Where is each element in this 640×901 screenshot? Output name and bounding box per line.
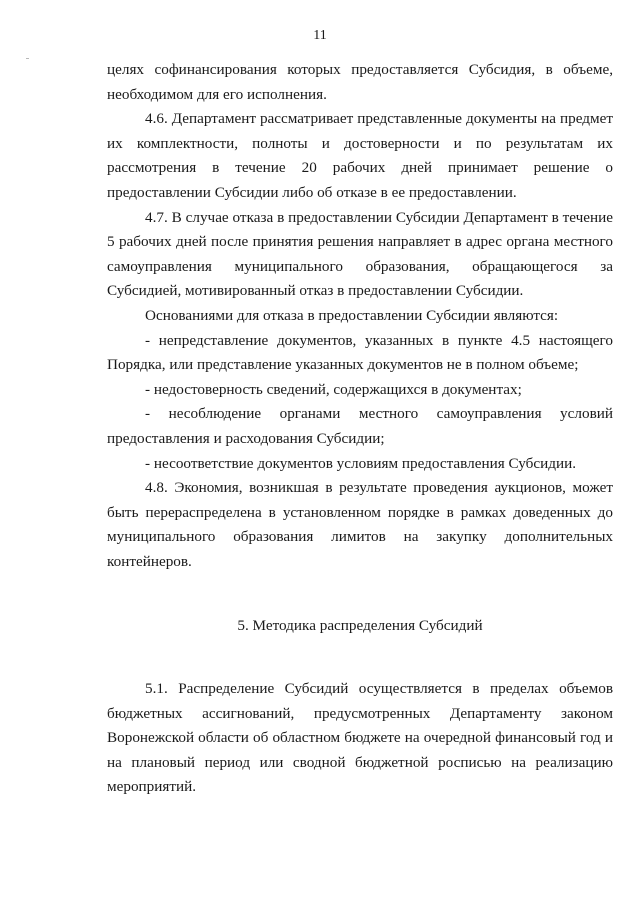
list-item-missing-documents: - непредставление документов, указанных в пункте 4.5 настоящего Порядка, или представление указанных документов не в полном объеме;: [107, 331, 613, 374]
list-item-noncompliance: - несоблюдение органами местного самоуправления условий предоставления и расходования Субсидии;: [107, 405, 613, 447]
page-number: 11: [313, 28, 327, 43]
list-item-nonconformity: - несоответствие документов условиям предоставления Субсидии.: [145, 454, 576, 472]
section-heading: 5. Методика распределения Субсидий: [237, 617, 483, 635]
paragraph-4-7: 4.7. В случае отказа в предоставлении Субсидии Департамент в течение 5 рабочих дней после принятия решения направляет в адрес органа местного самоуправления муниципального образования, обращающегося за Субсидией, мотивированный отказ в предоставлении Субсидии.: [107, 208, 613, 300]
paragraph-5-1: 5.1. Распределение Субсидий осуществляется в пределах объемов бюджетных ассигнований, предусмотренных Департаменту законом Воронежской области об областном бюджете на очередной финансовый год и на плановый период или сводной бюджетной росписью на реализацию мероприятий.: [107, 680, 613, 796]
list-item-inaccurate-info: - недостоверность сведений, содержащихся в документах;: [145, 380, 522, 398]
scan-speck: [26, 58, 29, 59]
paragraph-continuation: целях софинансирования которых предоставляется Субсидия, в объеме, необходимом для его исполнения.: [107, 61, 613, 103]
paragraph-refusal-grounds: Основаниями для отказа в предоставлении Субсидии являются:: [145, 306, 559, 324]
paragraph-4-8: 4.8. Экономия, возникшая в результате проведения аукционов, может быть перераспределена в установленном порядке в рамках доведенных до муниципального образования лимитов на закупку дополнительных контейнеров.: [107, 479, 613, 570]
paragraph-4-6: 4.6. Департамент рассматривает представленные документы на предмет их комплектности, полноты и достоверности и по результатам их рассмотрения в течение 20 рабочих дней принимает решение о предоставлении Субсидии либо об отказе в ее предоставлении.: [107, 110, 613, 201]
document-body: [107, 58, 613, 800]
